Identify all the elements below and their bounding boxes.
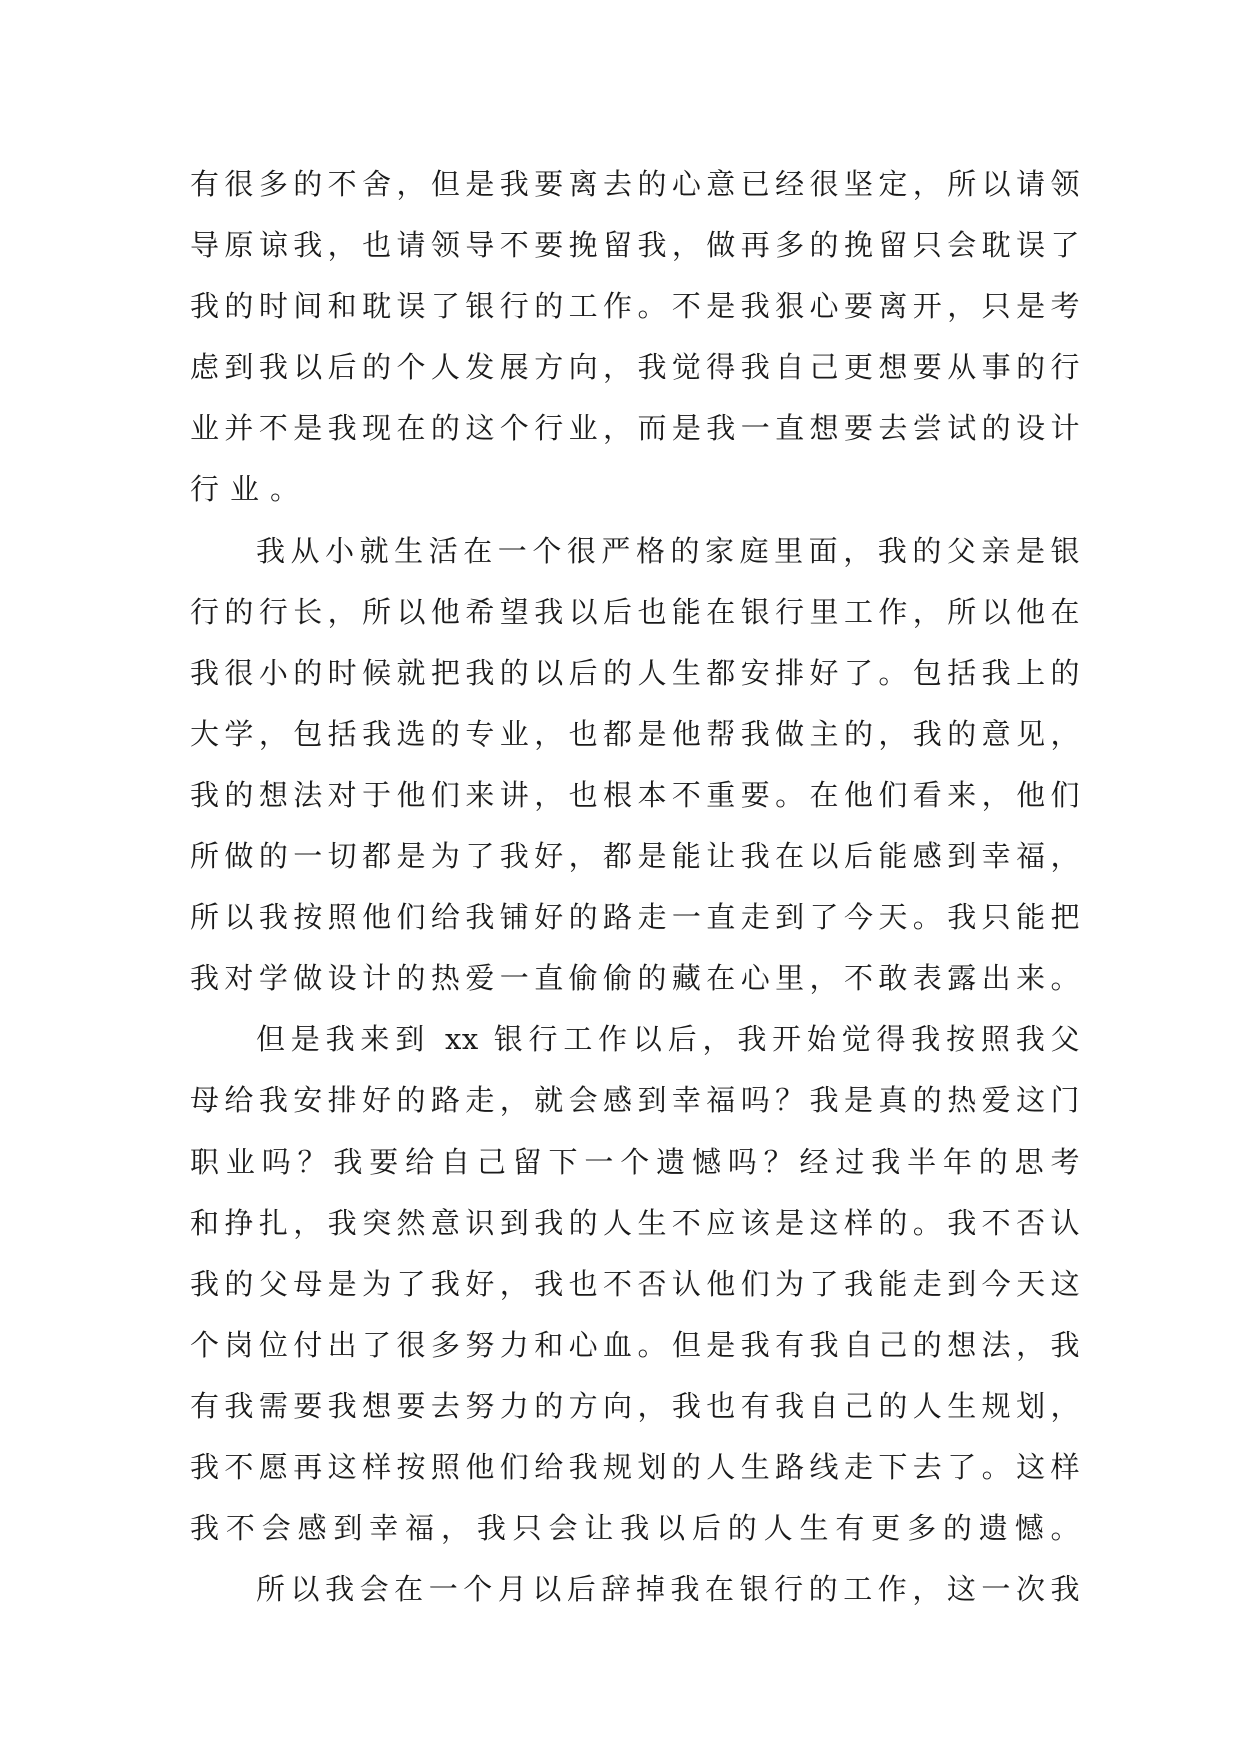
paragraph [190,1559,1080,1620]
paragraph [190,154,1080,521]
text-line: 有我需要我想要去努力的方向，我也有我自己的人生规划， [190,1388,1080,1423]
text-line: 职业吗？我要给自己留下一个遗憾吗？经过我半年的思考 [190,1144,1080,1179]
text-line: 虑到我以后的个人发展方向，我觉得我自己更想要从事的行 [190,350,1080,385]
text-line: 母给我安排好的路走，就会感到幸福吗？我是真的热爱这门 [190,1083,1080,1118]
text-line: 我很小的时候就把我的以后的人生都安排好了。包括我上的 [190,655,1080,690]
paragraph [190,1009,1080,1559]
text-line: 所以我按照他们给我铺好的路走一直走到了今天。我只能把 [190,900,1080,935]
text-line: 有很多的不舍，但是我要离去的心意已经很坚定，所以请领 [190,167,1080,201]
text-line: 我从小就生活在一个很严格的家庭里面，我的父亲是银 [256,533,1080,568]
text-line: 大学，包括我选的专业，也都是他帮我做主的，我的意见， [190,716,1080,751]
text-line: 所以我会在一个月以后辞掉我在银行的工作，这一次我 [256,1572,1080,1607]
text-line: 我的父母是为了我好，我也不否认他们为了我能走到今天这 [190,1266,1080,1301]
text-line: 所做的一切都是为了我好，都是能让我在以后能感到幸福， [190,839,1080,874]
document-body [190,154,1080,1620]
text-line: 和挣扎，我突然意识到我的人生不应该是这样的。我不否认 [190,1205,1080,1240]
paragraph [190,521,1080,1010]
text-line: 我的时间和耽误了银行的工作。不是我狠心要离开，只是考 [190,289,1080,324]
text-line: 我不愿再这样按照他们给我规划的人生路线走下去了。这样 [190,1449,1080,1484]
text-line: 导原谅我，也请领导不要挽留我，做再多的挽留只会耽误了 [190,228,1080,263]
text-line: 行的行长，所以他希望我以后也能在银行里工作，所以他在 [190,594,1080,629]
text-line: 但是我来到 xx 银行工作以后，我开始觉得我按照我父 [256,1022,1080,1057]
text-line: 我的想法对于他们来讲，也根本不重要。在他们看来，他们 [190,777,1080,812]
text-line: 个岗位付出了很多努力和心血。但是我有我自己的想法，我 [190,1327,1080,1362]
text-line: 行业。 [190,472,311,507]
text-line: 我对学做设计的热爱一直偷偷的藏在心里，不敢表露出来。 [190,961,1080,996]
text-line: 我不会感到幸福，我只会让我以后的人生有更多的遗憾。 [190,1511,1080,1546]
text-line: 业并不是我现在的这个行业，而是我一直想要去尝试的设计 [190,411,1080,446]
